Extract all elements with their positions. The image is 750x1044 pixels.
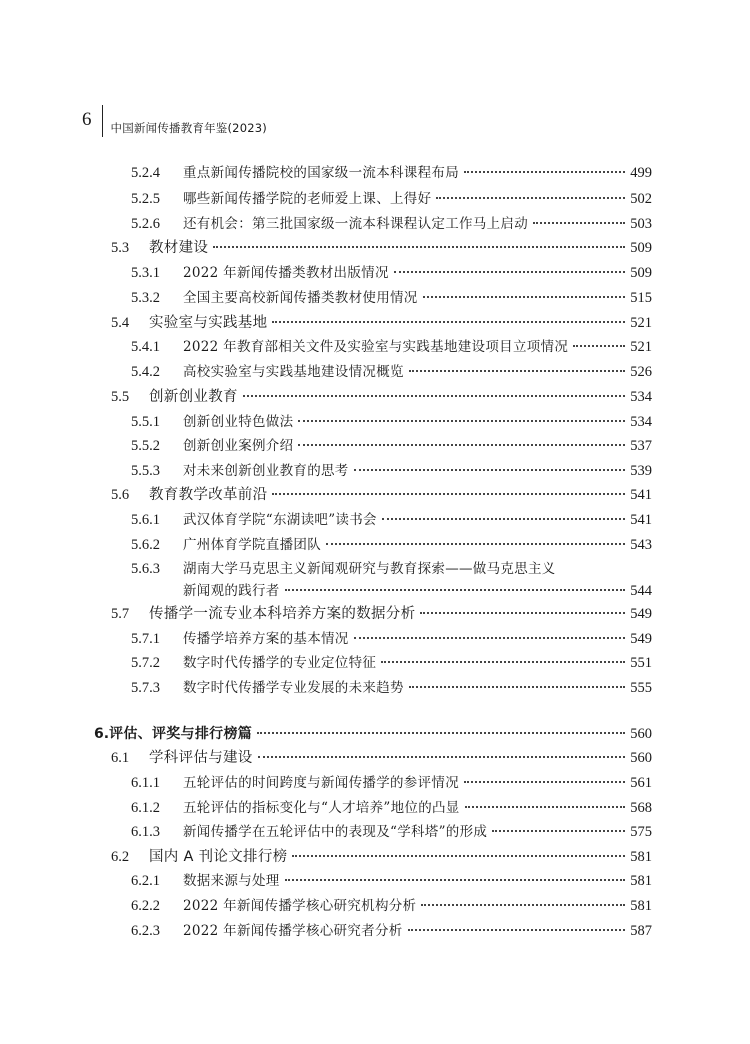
dot-leader bbox=[423, 296, 626, 298]
toc-entry-title: 创新创业案例介绍 bbox=[183, 438, 294, 454]
toc-entry bbox=[131, 798, 652, 818]
dot-leader bbox=[298, 420, 625, 422]
toc-entry-number: 5.7.3 bbox=[131, 680, 160, 696]
toc-entry-page: 587 bbox=[630, 923, 652, 939]
toc-entry-page: 521 bbox=[630, 315, 652, 331]
toc-entry-number: 5.6.3 bbox=[131, 561, 160, 577]
toc-entry-number: 6. bbox=[94, 726, 110, 742]
toc-entry bbox=[111, 387, 652, 407]
toc-entry bbox=[131, 189, 652, 209]
dot-leader bbox=[292, 855, 625, 857]
toc-entry-title: 学科评估与建设 bbox=[149, 750, 253, 766]
toc-entry bbox=[131, 436, 652, 456]
toc-entry-number: 5.4 bbox=[111, 315, 130, 331]
toc-entry-title: 教育教学改革前沿 bbox=[149, 487, 268, 503]
dot-leader bbox=[436, 197, 625, 199]
toc-entry-number: 6.2.1 bbox=[131, 873, 160, 889]
toc-entry-number: 6.1 bbox=[111, 750, 130, 766]
toc-entry-number: 6.1.2 bbox=[131, 800, 160, 816]
toc-entry-title: 高校实验室与实践基地建设情况概览 bbox=[183, 364, 404, 380]
toc-entry-number: 5.5.1 bbox=[131, 414, 160, 430]
toc-entry-page: 549 bbox=[630, 631, 652, 647]
toc-entry-title: 实验室与实践基地 bbox=[149, 315, 268, 331]
dot-leader bbox=[408, 929, 626, 931]
dot-leader bbox=[298, 444, 625, 446]
toc-entry-page: 581 bbox=[630, 873, 652, 889]
toc-entry-page: 543 bbox=[630, 537, 652, 553]
toc-entry bbox=[131, 412, 652, 432]
dot-leader bbox=[394, 271, 626, 273]
toc-entry bbox=[131, 163, 652, 183]
dot-leader bbox=[409, 686, 625, 688]
toc-entry bbox=[131, 629, 652, 649]
toc-entry-page: 581 bbox=[630, 849, 652, 865]
toc-entry-number: 5.5.2 bbox=[131, 438, 160, 454]
toc-entry-title: 新闻传播学在五轮评估中的表现及“学科塔”的形成 bbox=[183, 824, 488, 840]
dot-leader bbox=[258, 756, 626, 758]
toc-entry-title: 广州体育学院直播团队 bbox=[183, 537, 321, 553]
toc-entry-page: 551 bbox=[630, 655, 652, 671]
dot-leader bbox=[213, 246, 625, 248]
toc-entry bbox=[131, 214, 652, 234]
toc-entry-number: 5.3.2 bbox=[131, 290, 160, 306]
dot-leader bbox=[354, 469, 626, 471]
dot-leader bbox=[326, 543, 625, 545]
toc-entry-title: 还有机会：第三批国家级一流本科课程认定工作马上启动 bbox=[183, 216, 528, 232]
toc-entry bbox=[94, 724, 652, 744]
toc-entry bbox=[111, 238, 652, 258]
toc-entry bbox=[111, 604, 652, 624]
toc-entry-page: 502 bbox=[630, 191, 652, 207]
dot-leader bbox=[464, 781, 625, 783]
toc-entry bbox=[131, 263, 652, 283]
dot-leader bbox=[420, 612, 625, 614]
toc-entry bbox=[131, 535, 652, 555]
dot-leader bbox=[421, 904, 625, 906]
toc-entry-number: 5.4.1 bbox=[131, 339, 160, 355]
toc-entry-title: 新闻观的践行者 bbox=[183, 583, 280, 599]
toc-entry-page: 561 bbox=[630, 775, 652, 791]
toc-entry-number: 6.2.2 bbox=[131, 898, 160, 914]
toc-entry-page: 521 bbox=[630, 339, 652, 355]
dot-leader bbox=[257, 732, 625, 734]
toc-entry-title: 2022 年新闻传播学核心研究机构分析 bbox=[183, 898, 417, 914]
toc-entry-title: 数字时代传播学专业发展的未来趋势 bbox=[183, 680, 404, 696]
toc-entry-number: 5.6.1 bbox=[131, 512, 160, 528]
toc-entry-number: 5.3.1 bbox=[131, 265, 160, 281]
toc-entry-page: 503 bbox=[630, 216, 652, 232]
toc-entry bbox=[131, 362, 652, 382]
dot-leader bbox=[492, 830, 625, 832]
toc-entry bbox=[131, 871, 652, 891]
toc-entry-page: 555 bbox=[630, 680, 652, 696]
toc-entry-page: 509 bbox=[630, 265, 652, 281]
toc-entry-page: 541 bbox=[630, 487, 652, 503]
toc-entry bbox=[111, 485, 652, 505]
toc-entry-title: 全国主要高校新闻传播类教材使用情况 bbox=[183, 290, 418, 306]
dot-leader bbox=[465, 806, 626, 808]
toc-entry bbox=[111, 748, 652, 768]
toc-entry-title: 武汉体育学院“东湖读吧”读书会 bbox=[183, 512, 377, 528]
toc-entry-title: 哪些新闻传播学院的老师爱上课、上得好 bbox=[183, 191, 432, 207]
toc-entry-title: 2022 年新闻传播学核心研究者分析 bbox=[183, 923, 403, 939]
toc-entry-page: 544 bbox=[630, 583, 652, 599]
toc-entry-title: 重点新闻传播院校的国家级一流本科课程布局 bbox=[183, 165, 459, 181]
toc-entry-number: 5.5 bbox=[111, 389, 130, 405]
toc-entry-page: 509 bbox=[630, 240, 652, 256]
toc-entry-title: 创新创业教育 bbox=[149, 389, 238, 405]
toc-entry bbox=[131, 337, 652, 357]
toc-entry-title: 数字时代传播学的专业定位特征 bbox=[183, 655, 377, 671]
toc-entry-title: 2022 年新闻传播类教材出版情况 bbox=[183, 265, 389, 281]
toc-entry-page: 549 bbox=[630, 606, 652, 622]
dot-leader bbox=[573, 345, 625, 347]
toc-entry bbox=[131, 461, 652, 481]
toc-entry-page: 568 bbox=[630, 800, 652, 816]
toc-entry-title: 湖南大学马克思主义新闻观研究与教育探索——做马克思主义 bbox=[183, 561, 556, 577]
dot-leader bbox=[285, 879, 626, 881]
book-title: 中国新闻传播教育年鉴(2023) bbox=[110, 121, 267, 135]
toc-entry-title: 2022 年教育部相关文件及实验室与实践基地建设项目立项情况 bbox=[183, 339, 569, 355]
toc-entry bbox=[131, 896, 652, 916]
page-number: 6 bbox=[82, 108, 92, 130]
toc-entry-title: 教材建设 bbox=[149, 240, 209, 256]
toc-entry-number: 6.2 bbox=[111, 849, 130, 865]
dot-leader bbox=[272, 321, 625, 323]
dot-leader bbox=[381, 661, 625, 663]
toc-entry-title: 创新创业特色做法 bbox=[183, 414, 294, 430]
toc-entry-number: 5.2.5 bbox=[131, 191, 160, 207]
toc-entry-page: 499 bbox=[630, 165, 652, 181]
toc-entry-title: 五轮评估的时间跨度与新闻传播学的参评情况 bbox=[183, 775, 459, 791]
dot-leader bbox=[464, 171, 625, 173]
toc-entry-title: 数据来源与处理 bbox=[183, 873, 280, 889]
toc-entry-title: 国内 A 刊论文排行榜 bbox=[149, 849, 288, 865]
toc-entry-page: 526 bbox=[630, 364, 652, 380]
toc-entry-number: 5.2.4 bbox=[131, 165, 160, 181]
toc-entry-title: 传播学一流专业本科培养方案的数据分析 bbox=[149, 606, 416, 622]
toc-entry-number: 6.1.3 bbox=[131, 824, 160, 840]
toc-entry-page: 581 bbox=[630, 898, 652, 914]
toc-entry-page: 534 bbox=[630, 414, 652, 430]
dot-leader bbox=[272, 493, 625, 495]
dot-leader bbox=[243, 395, 625, 397]
toc-entry-page: 515 bbox=[630, 290, 652, 306]
toc-entry-number: 5.4.2 bbox=[131, 364, 160, 380]
toc-entry-number: 5.6 bbox=[111, 487, 130, 503]
toc-entry-page: 575 bbox=[630, 824, 652, 840]
toc-entry-number: 5.7.2 bbox=[131, 655, 160, 671]
dot-leader bbox=[354, 637, 626, 639]
dot-leader bbox=[409, 370, 625, 372]
toc-entry bbox=[131, 288, 652, 308]
toc-entry-number: 5.6.2 bbox=[131, 537, 160, 553]
toc-entry-title: 五轮评估的指标变化与“人才培养”地位的凸显 bbox=[183, 800, 460, 816]
toc-entry-page: 560 bbox=[630, 726, 652, 742]
toc-entry bbox=[131, 581, 652, 601]
toc-entry bbox=[111, 313, 652, 333]
toc-entry bbox=[131, 653, 652, 673]
toc-entry-number: 5.5.3 bbox=[131, 463, 160, 479]
toc-entry bbox=[111, 847, 652, 867]
toc-entry-page: 539 bbox=[630, 463, 652, 479]
toc-entry bbox=[131, 921, 652, 941]
toc-entry-number: 6.1.1 bbox=[131, 775, 160, 791]
toc-entry-title: 传播学培养方案的基本情况 bbox=[183, 631, 349, 647]
toc-entry bbox=[131, 559, 652, 579]
toc-entry-title: 评估、评奖与排行榜篇 bbox=[109, 726, 253, 742]
toc-entry bbox=[131, 773, 652, 793]
toc-entry-page: 534 bbox=[630, 389, 652, 405]
toc-entry-number: 6.2.3 bbox=[131, 923, 160, 939]
dot-leader bbox=[533, 222, 625, 224]
toc-entry-page: 560 bbox=[630, 750, 652, 766]
toc-entry-number: 5.7 bbox=[111, 606, 130, 622]
toc-entry-title: 对未来创新创业教育的思考 bbox=[183, 463, 349, 479]
dot-leader bbox=[382, 518, 625, 520]
toc-entry-number: 5.2.6 bbox=[131, 216, 160, 232]
toc-entry bbox=[131, 678, 652, 698]
dot-leader bbox=[285, 589, 626, 591]
toc-entry-number: 5.3 bbox=[111, 240, 130, 256]
toc-entry bbox=[131, 510, 652, 530]
toc-entry-number: 5.7.1 bbox=[131, 631, 160, 647]
toc-entry bbox=[131, 822, 652, 842]
toc-entry-page: 537 bbox=[630, 438, 652, 454]
toc-entry-page: 541 bbox=[630, 512, 652, 528]
